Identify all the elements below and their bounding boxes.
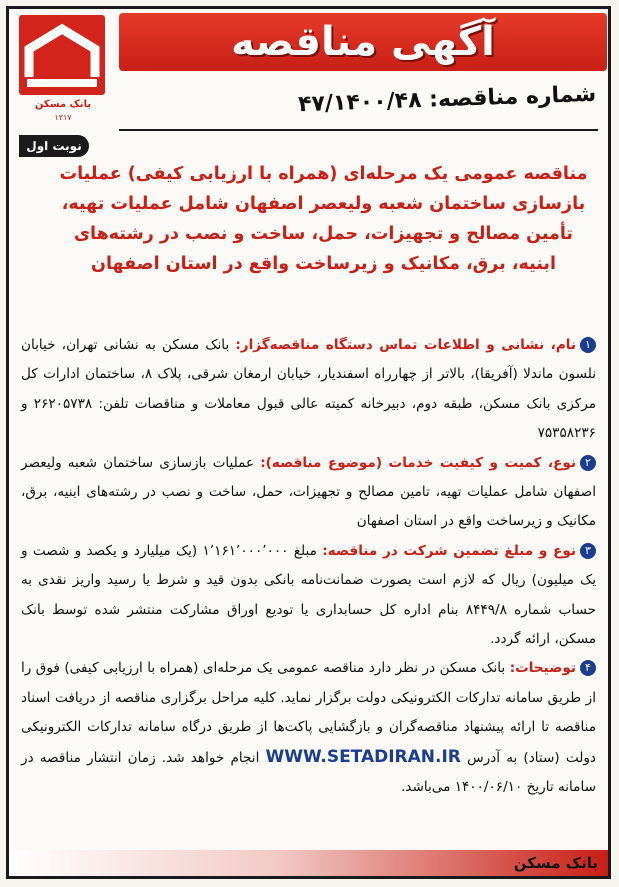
page-title: آگهی مناقصه <box>231 19 495 65</box>
notice-body <box>21 331 596 803</box>
section-number: ۴ <box>580 660 596 676</box>
tender-number: شماره مناقصه: ۴۷/۱۴۰۰/۴۸ <box>297 81 597 118</box>
section-title: نوع و مبلغ تضمین شرکت در مناقصه: <box>322 542 576 559</box>
footer-brand: بانک مسکن <box>513 854 598 872</box>
website-link[interactable]: WWW.SETADIRAN.IR <box>265 746 461 767</box>
header-banner <box>119 13 607 71</box>
section-2 <box>21 449 596 537</box>
section-3 <box>21 537 596 655</box>
section-4 <box>21 654 596 802</box>
section-title: نوع، کمیت و کیفیت خدمات (موضوع مناقصه): <box>260 454 576 471</box>
section-title: توضیحات: <box>509 660 576 677</box>
section-text-after: انجام خواهد شد. زمان انتشار مناقصه در سامانه تاریخ ۱۴۰۰/۰۶/۱۰ می‌باشد. <box>21 749 596 796</box>
tender-notice <box>6 6 611 879</box>
section-text: مبلغ ۱٬۱۶۱٬۰۰۰٬۰۰۰ (یک میلیارد و یکصد و شصت و یک میلیون) ریال که لازم است بصورت ضمانت‌نامه بانکی بدون قید و شرط یا رسید واریز نقدی به حساب شماره ۸۴۴۹/۸ بنام اداره کل حسابداری یا تودیع اوراق مشارکت منتشر شده توسط بانک مسکن، ارائه گردد. <box>21 542 596 648</box>
header-divider <box>119 129 598 131</box>
section-number: ۲ <box>580 455 596 471</box>
section-title: نام، نشانی و اطلاعات تماس دستگاه مناقصه‌گزار: <box>235 337 576 353</box>
logo-year: ۱۳۱۷ <box>54 113 72 122</box>
bank-logo <box>19 15 105 95</box>
section-text: بانک مسکن به نشانی تهران، خیابان نلسون ماندلا (آفریقا)، بالاتر از چهارراه اسفندیار، خیابان ارمغان شرقی، پلاک ۸، ساختمان ادارات کل مرکزی بانک مسکن، طبقه دوم، دبیرخانه کمیته عالی قبول معاملات و مناقصات تلفن: ۲۶۲۰۵۷۳۸ و ۷۵۳۵۸۲۳۶ <box>21 337 597 442</box>
section-number: ۱ <box>580 337 596 353</box>
house-logo-icon <box>19 15 105 95</box>
round-badge: نوبت اول <box>19 135 89 157</box>
section-1 <box>21 331 596 449</box>
section-number: ۳ <box>580 543 596 559</box>
section-text: عملیات بازسازی ساختمان شعبه ولیعصر اصفهان شامل عملیات تهیه، تامین مصالح و تجهیزات، حمل، ساخت و نصب در رشته‌های ابنیه، برق، مکانیک و زیرساخت واقع در استان اصفهان <box>21 454 596 530</box>
section-text: بانک مسکن در نظر دارد مناقصه عمومی یک مرحله‌ای (همراه با ارزیابی کیفی) فوق را از طریق سامانه تدارکات الکترونیکی دولت برگزار نماید. کلیه مراحل برگزاری مناقصه از دریافت اسناد مناقصه تا ارائه پیشنهاد مناقصه‌گران و بازگشایی پاکت‌ها از طریق درگاه سامانه تدارکات الکترونیکی دولت (ستاد) به آدرس <box>21 660 596 766</box>
logo-name: بانک مسکن <box>34 99 92 110</box>
tender-headline: مناقصه عمومی یک مرحله‌ای (همراه با ارزیابی کیفی) عملیات بازسازی ساختمان شعبه ولیعصر اصفهان شامل عملیات تهیه، تأمین مصالح و تجهیزات، حمل، ساخت و نصب در رشته‌های ابنیه، برق، مکانیک و زیرساخت واقع در استان اصفهان <box>59 164 588 274</box>
